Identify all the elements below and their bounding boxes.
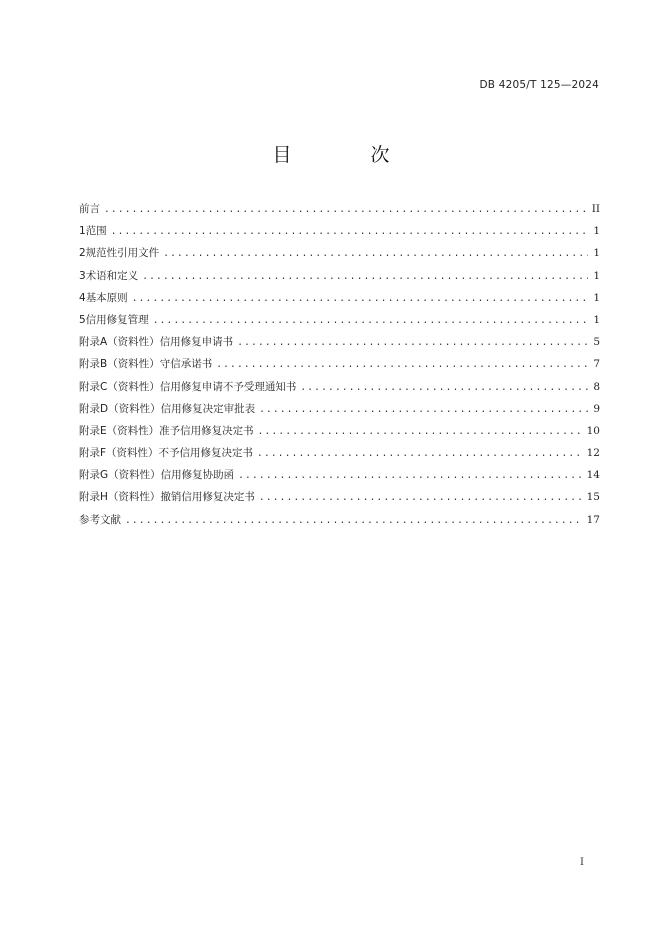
toc-entry-title: 参考文献 [79, 513, 121, 526]
toc-leader-dots [238, 465, 582, 487]
toc-entry-number: 2 [79, 247, 86, 260]
toc-entry-title: 范围 [85, 225, 107, 238]
toc-entry-title: 准予信用修复决定书 [159, 424, 254, 437]
toc-entry-title: 信用修复申请不予受理通知书 [159, 380, 297, 393]
toc-leader-dots [216, 354, 588, 376]
standard-code: DB 4205/T 125—2024 [479, 79, 599, 91]
toc-leader-dots [259, 399, 588, 421]
toc-leader-dots [237, 332, 588, 354]
toc-leader-dots [163, 243, 588, 265]
toc-entry-title: 术语和定义 [85, 269, 139, 282]
toc-entry-page: 1 [593, 247, 600, 260]
toc-entry-page: 1 [593, 313, 600, 326]
toc-leader-dots [259, 487, 583, 509]
toc-entry-page: 12 [586, 447, 600, 460]
toc-title: 目 次 [272, 144, 420, 166]
toc-leader-dots [125, 510, 583, 532]
toc-leader-dots [142, 266, 588, 288]
toc-appendix-label: 附录H（资料性） [79, 491, 161, 504]
toc-entry-appendix-b[interactable] [79, 353, 600, 375]
toc-entry-page: 15 [586, 491, 600, 504]
toc-entry-page: 5 [593, 336, 600, 349]
toc-entry-number: 4 [79, 291, 86, 304]
toc-entry-title: 信用修复管理 [85, 313, 149, 326]
toc-entry-foreword[interactable] [79, 198, 600, 220]
toc-entry-title: 不予信用修复决定书 [158, 447, 254, 460]
toc-entry-number: 1 [79, 225, 86, 238]
toc-entry-title: 基本原则 [85, 291, 128, 304]
toc-appendix-label: 附录G（资料性） [79, 469, 161, 482]
toc-entry-page: 14 [586, 469, 600, 482]
toc-leader-dots [153, 310, 588, 332]
toc-entry-number: 5 [79, 313, 86, 326]
toc-entry-title: 守信承诺书 [159, 358, 213, 371]
toc-leader-dots [257, 443, 583, 465]
toc-entry-appendix-g[interactable] [79, 464, 600, 486]
toc-appendix-label: 附录A（资料性） [79, 336, 160, 349]
toc-appendix-label: 附录F（资料性） [79, 447, 159, 460]
toc-entry-scope[interactable] [79, 220, 600, 242]
toc-entry-appendix-d[interactable] [79, 398, 600, 420]
toc-entry-appendix-f[interactable] [79, 442, 600, 464]
toc-entry-page: 1 [593, 291, 600, 304]
toc-entry-title: 前言 [79, 203, 100, 215]
toc-leader-dots [111, 221, 588, 243]
toc-entry-title: 信用修复决定审批表 [160, 402, 256, 415]
toc-entry-page: 1 [593, 269, 600, 282]
toc-appendix-label: 附录C（资料性） [79, 380, 160, 393]
toc-entry-title: 规范性引用文件 [85, 247, 160, 260]
toc-entry-page: II [591, 203, 600, 215]
toc-leader-dots [300, 377, 588, 399]
toc-entry-terms-definitions[interactable] [79, 265, 600, 287]
toc-entry-page: 10 [586, 424, 600, 437]
toc-entry-credit-repair-management[interactable] [79, 309, 600, 331]
toc-entry-appendix-a[interactable] [79, 331, 600, 353]
toc-entry-appendix-e[interactable] [79, 420, 600, 442]
toc-entry-page: 17 [586, 513, 600, 526]
toc-entry-appendix-c[interactable] [79, 376, 600, 398]
toc-entry-number: 3 [79, 269, 86, 282]
toc-entry-title: 撤销信用修复决定书 [160, 491, 255, 504]
toc-entry-appendix-h[interactable] [79, 486, 600, 508]
toc-entry-title: 信用修复协助函 [160, 469, 235, 482]
toc-entry-page: 8 [593, 380, 600, 393]
toc-entry-title: 信用修复申请书 [159, 336, 234, 349]
toc-entry-basic-principles[interactable] [79, 287, 600, 309]
toc-entry-page: 1 [593, 225, 600, 238]
toc-leader-dots [258, 421, 583, 443]
toc-appendix-label: 附录B（资料性） [79, 358, 160, 371]
page-number: I [580, 857, 584, 868]
toc-entry-references[interactable] [79, 509, 600, 531]
toc-leader-dots [104, 199, 588, 221]
toc-entry-page: 7 [593, 358, 600, 371]
toc-entry-page: 9 [593, 402, 600, 415]
table-of-contents [79, 198, 600, 531]
toc-appendix-label: 附录D（资料性） [79, 402, 161, 415]
toc-leader-dots [132, 288, 588, 310]
toc-appendix-label: 附录E（资料性） [79, 424, 160, 437]
toc-entry-normative-references[interactable] [79, 242, 600, 264]
